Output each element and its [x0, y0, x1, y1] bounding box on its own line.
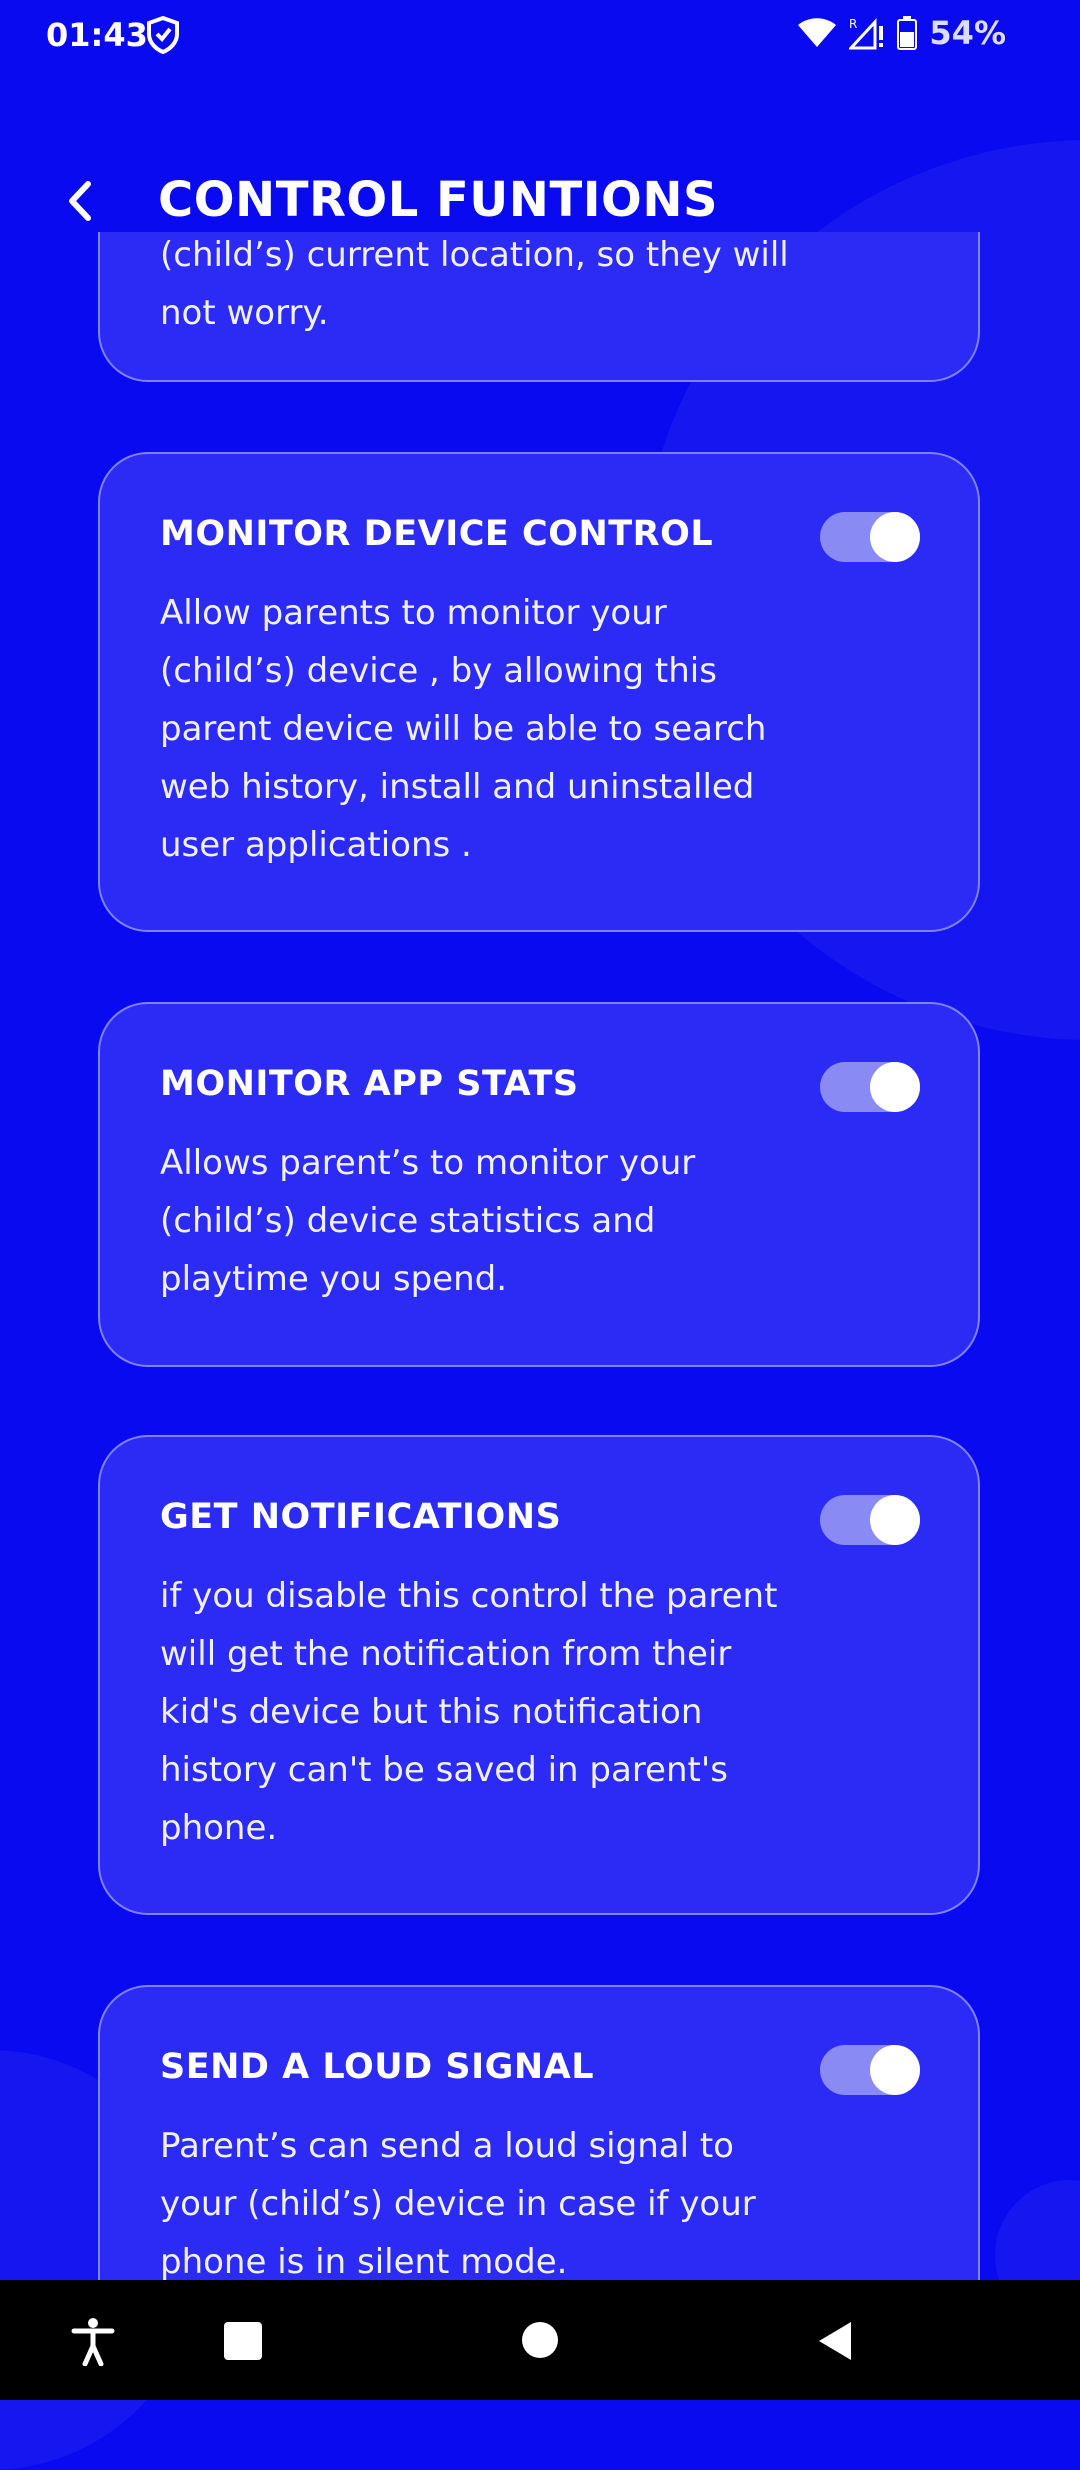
card-description: Parent’s can send a loud signal to your (child’s) device in case if your phone is in silent mode.	[160, 2126, 756, 2280]
control-functions-list[interactable]	[0, 232, 1080, 2280]
card-location	[98, 232, 980, 382]
card-title: GET NOTIFICATIONS	[160, 1497, 562, 1537]
home-icon[interactable]	[522, 2322, 558, 2358]
toggle-knob	[870, 1062, 920, 1112]
wifi-icon	[797, 17, 837, 49]
signal-icon	[849, 16, 885, 50]
shield-icon	[146, 16, 180, 54]
card-monitor-app-stats	[98, 1002, 980, 1367]
card-title: MONITOR APP STATS	[160, 1064, 579, 1104]
accessibility-icon[interactable]	[70, 2316, 116, 2366]
back-icon[interactable]	[815, 2320, 855, 2362]
svg-text:R: R	[849, 17, 858, 31]
battery-icon	[897, 16, 917, 50]
monitor-app-stats-toggle[interactable]	[820, 1062, 920, 1112]
toggle-knob	[870, 2045, 920, 2095]
header	[0, 150, 1080, 250]
status-bar	[0, 0, 1080, 72]
page-title: CONTROL FUNTIONS	[158, 172, 719, 228]
card-title: SEND A LOUD SIGNAL	[160, 2047, 595, 2087]
recents-icon[interactable]	[224, 2322, 262, 2360]
card-description: (child’s) current location, so they will not worry.	[160, 235, 789, 333]
toggle-knob	[870, 1495, 920, 1545]
status-icons	[797, 14, 1006, 52]
chevron-left-icon[interactable]	[60, 178, 100, 224]
card-title: MONITOR DEVICE CONTROL	[160, 514, 714, 554]
status-time: 01:43	[46, 16, 148, 54]
send-loud-signal-toggle[interactable]	[820, 2045, 920, 2095]
card-send-loud-signal	[98, 1985, 980, 2280]
card-get-notifications	[98, 1435, 980, 1915]
card-description: Allows parent’s to monitor your (child’s) device statistics and playtime you spend.	[160, 1143, 696, 1299]
get-notifications-toggle[interactable]	[820, 1495, 920, 1545]
battery-percentage: 54%	[929, 14, 1006, 52]
card-monitor-device-control	[98, 452, 980, 932]
monitor-device-control-toggle[interactable]	[820, 512, 920, 562]
system-nav-bar	[0, 2280, 1080, 2400]
card-description: Allow parents to monitor your (child’s) device , by allowing this parent device will be able to search web history, install and uninstalled user applications .	[160, 593, 767, 865]
card-description: if you disable this control the parent will get the notification from their kid's device but this notification history can't be saved in parent's phone.	[160, 1576, 778, 1848]
toggle-knob	[870, 512, 920, 562]
